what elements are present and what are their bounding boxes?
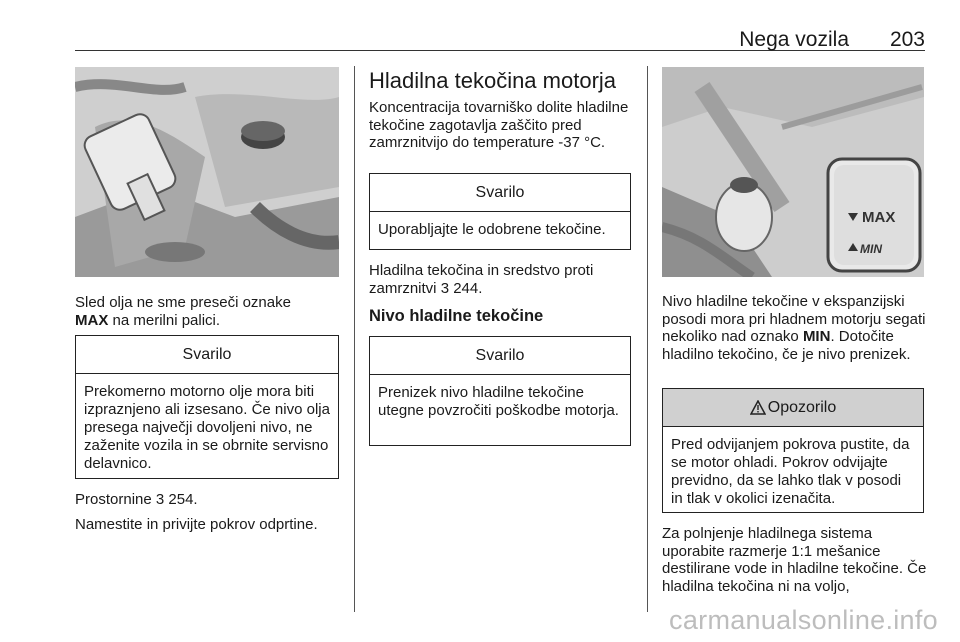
capacities-reference-link[interactable]: 3 254. — [155, 491, 198, 508]
page-number: 203 — [889, 28, 925, 51]
warning-box-text: Prekomerno motorno olje mora biti izpraznjeno ali izsesano. Če nivo olja presega največji dovoljeni nivo, ne zaženite vozila in se obrnite servisno delavnico. — [84, 383, 330, 472]
fit-cap-paragraph: Namestite in privijte pokrov odprtine. — [75, 516, 318, 533]
warning-triangle-icon — [750, 400, 766, 415]
coolant-level-text-b: . Dotočite hladilno tekočino, če je nivo prenizek. — [662, 328, 911, 363]
page-header — [75, 28, 925, 51]
caution-box-title — [663, 389, 923, 427]
max-mark-image-label: MAX — [862, 209, 896, 226]
caution-title-text: Opozorilo — [767, 398, 837, 416]
warning-box-title: Svarilo — [370, 174, 630, 212]
caution-box-text: Pred odvijanjem pokrova pustite, da se motor ohladi. Pokrov odvijajte previdno, da se lahko tlak v posodi in tlak v okolici izenačita. — [671, 436, 910, 507]
column-divider-2 — [647, 66, 648, 612]
warning-box-title: Svarilo — [76, 336, 338, 374]
antifreeze-reference-link[interactable]: 3 244. — [440, 279, 483, 297]
caution-box-coolant-cap — [662, 388, 924, 513]
antifreeze-paragraph — [369, 262, 631, 297]
oil-level-paragraph — [75, 294, 340, 329]
max-mark-label: MAX — [75, 311, 109, 329]
capacities-paragraph — [75, 491, 340, 509]
watermark: carmanualsonline.info — [669, 605, 938, 635]
coolant-level-text-a: Nivo hladilne tekočine v ekspanzijski posodi mora pri hladnem motorju segati nekoliko nad oznako — [662, 293, 926, 345]
capacities-text: Prostornine — [75, 491, 152, 508]
coolant-intro-paragraph: Koncentracija tovarniško dolite hladilne tekočine zagotavlja zaščito pred zamrznitvijo do temperature -37 °C. — [369, 99, 629, 151]
column-divider-1 — [354, 66, 355, 612]
warning-box-title: Svarilo — [370, 337, 630, 375]
header-title: Nega vozila — [739, 28, 849, 51]
engine-oil-filler-illustration — [75, 67, 339, 277]
oil-level-text-b: na merilni palici. — [108, 311, 221, 329]
warning-box-text: Prenizek nivo hladilne tekočine utegne povzročiti poškodbe motorja. — [378, 384, 619, 419]
subsection-title: Nivo hladilne tekočine — [369, 307, 544, 325]
min-mark-label: MIN — [802, 328, 831, 345]
warning-box-approved-fluids — [369, 173, 631, 250]
min-mark-image-label: MIN — [860, 242, 882, 256]
coolant-mixture-paragraph: Za polnjenje hladilnega sistema uporabite razmerje 1:1 mešanice destilirane vode in hladilne tekočine. Če hladilna tekočina ni na voljo, — [662, 525, 927, 595]
coolant-expansion-tank-illustration — [662, 67, 924, 277]
coolant-level-paragraph — [662, 293, 927, 363]
section-title: Hladilna tekočina motorja — [369, 68, 617, 93]
antifreeze-text: Hladilna tekočina in sredstvo proti zamrznitvi — [369, 262, 594, 297]
warning-box-oil — [75, 335, 339, 479]
warning-box-low-coolant — [369, 336, 631, 446]
oil-level-text-a: Sled olja ne sme preseči oznake — [75, 294, 291, 311]
warning-box-text: Uporabljajte le odobrene tekočine. — [378, 221, 606, 238]
